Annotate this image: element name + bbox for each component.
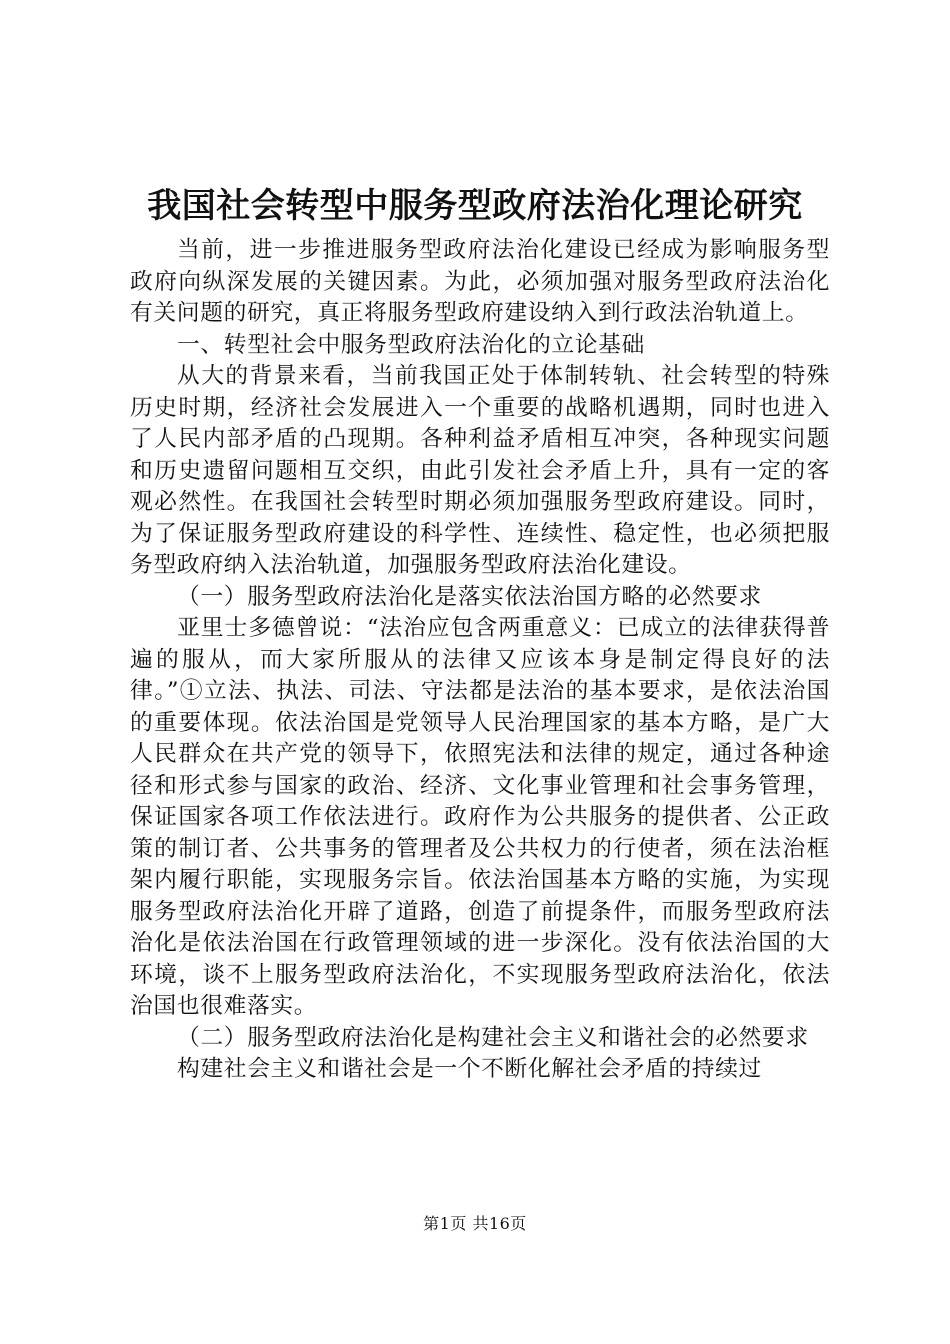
subsection-heading-1: （一）服务型政府法治化是落实依法治国方略的必然要求: [177, 583, 762, 610]
intro-paragraph: 当前，进一步推进服务型政府法治化建设已经成为影响服务型政府向纵深发展的关键因素。为此，必须加强对服务型政府法治化有关问题的研究，真正将服务型政府建设纳入到行政法治轨道上。: [130, 237, 830, 326]
document-body: [130, 235, 830, 1086]
document-title: 我国社会转型中服务型政府法治化理论研究: [147, 186, 803, 226]
aristotle-paragraph: 亚里士多德曾说：“法治应包含两重意义：已成立的法律获得普遍的服从，而大家所服从的法律又应该本身是制定得良好的法律。”①立法、执法、司法、守法都是法治的基本要求，是依法治国的重要体现。依法治国是党领导人民治理国家的基本方略，是广大人民群众在共产党的领导下，依照宪法和法律的规定，通过各种途径和形式参与国家的政治、经济、文化事业管理和社会事务管理，保证国家各项工作依法进行。政府作为公共服务的提供者、公正政策的制订者、公共事务的管理者及公共权力的行使者，须在法治框架内履行职能，实现服务宗旨。依法治国基本方略的实施，为实现服务型政府法治化开辟了道路，创造了前提条件，而服务型政府法治化是依法治国在行政管理领域的进一步深化。没有依法治国的大环境，谈不上服务型政府法治化，不实现服务型政府法治化，依法治国也很难落实。: [130, 615, 830, 1019]
harmonious-society-paragraph: 构建社会主义和谐社会是一个不断化解社会矛盾的持续过: [177, 1056, 762, 1082]
page-footer: 第1页 共16页: [423, 1214, 527, 1233]
subsection-heading-2: （二）服务型政府法治化是构建社会主义和谐社会的必然要求: [177, 1024, 809, 1051]
background-paragraph: 从大的背景来看，当前我国正处于体制转轨、社会转型的特殊历史时期，经济社会发展进入一个重要的战略机遇期，同时也进入了人民内部矛盾的凸现期。各种利益矛盾相互冲突，各种现实问题和历史遗留问题相互交织，由此引发社会矛盾上升，具有一定的客观必然性。在我国社会转型时期必须加强服务型政府建设。同时，为了保证服务型政府建设的科学性、连续性、稳定性，也必须把服务型政府纳入法治轨道，加强服务型政府法治化建设。: [130, 363, 830, 578]
section-heading-1: 一、转型社会中服务型政府法治化的立论基础: [177, 331, 645, 358]
